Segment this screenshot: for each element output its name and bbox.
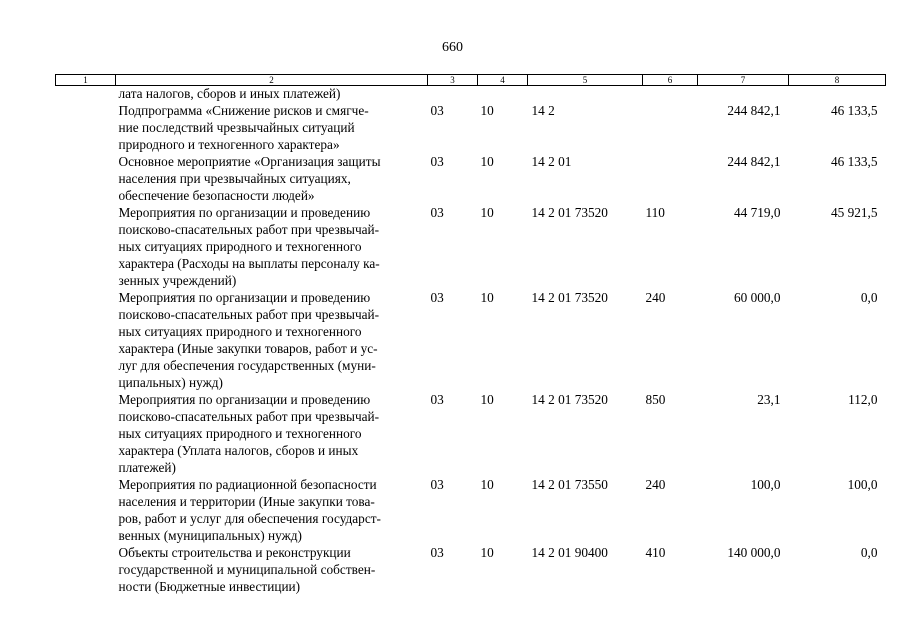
- table-row: [56, 86, 886, 103]
- page-number: 660: [442, 40, 463, 55]
- col-header-6: 6: [643, 75, 698, 86]
- cell-vr: [643, 86, 698, 103]
- col-header-1: 1: [56, 75, 116, 86]
- col-header-3: 3: [428, 75, 478, 86]
- cell-pr: [478, 86, 528, 103]
- cell-rz: 03: [430, 103, 444, 118]
- cell-rz: 03: [430, 545, 444, 560]
- table-row: [56, 476, 886, 544]
- cell-csr: 14 2 01 73520: [531, 205, 608, 220]
- cell-sum2: 100,0: [847, 477, 878, 492]
- cell-pr: 10: [480, 205, 494, 220]
- table-row: [56, 289, 886, 391]
- cell-name: Мероприятия по организации и проведению поисково-спасательных работ при чрезвычай- ных ситуациях природного и техногенного характера (Иные закупки товаров, работ и ус- луг для обеспечения государственных (муни- ципальных) нужд): [118, 290, 380, 390]
- cell-name: Мероприятия по организации и проведению поисково-спасательных работ при чрезвычай- ных ситуациях природного и техногенного характера (Расходы на выплаты персоналу ка- зенных учреждений): [118, 205, 380, 288]
- cell-sum1: [698, 86, 789, 103]
- cell-sum2: 112,0: [848, 392, 878, 407]
- cell-pr: 10: [480, 103, 494, 118]
- cell-vr: [643, 102, 698, 153]
- cell-pr: 10: [480, 290, 494, 305]
- table-row: [56, 204, 886, 289]
- col-header-8: 8: [789, 75, 886, 86]
- cell-vr: [643, 153, 698, 204]
- cell-csr: 14 2 01 73550: [531, 477, 608, 492]
- cell-empty: [56, 289, 116, 391]
- cell-name: Объекты строительства и реконструкции государственной и муниципальной собствен- ности (Бюджетные инвестиции): [118, 545, 376, 594]
- col-header-7: 7: [698, 75, 789, 86]
- cell-empty: [56, 204, 116, 289]
- table-row: [56, 153, 886, 204]
- cell-rz: 03: [430, 392, 444, 407]
- cell-name: лата налогов, сборов и иных платежей): [118, 86, 341, 101]
- cell-vr: 410: [645, 545, 666, 560]
- cell-vr: 240: [645, 290, 666, 305]
- cell-name: Подпрограмма «Снижение рисков и смягче- ние последствий чрезвычайных ситуаций природного и техногенного характера»: [118, 103, 369, 152]
- cell-sum1: 244 842,1: [727, 154, 781, 169]
- cell-empty: [56, 86, 116, 103]
- cell-name: Мероприятия по радиационной безопасности населения и территории (Иные закупки това- ров, работ и услуг для обеспечения государст- венных (муниципальных) нужд): [118, 477, 381, 543]
- table-row: [56, 102, 886, 153]
- cell-vr: 240: [645, 477, 666, 492]
- col-header-2: 2: [116, 75, 428, 86]
- col-header-4: 4: [478, 75, 528, 86]
- header-row: [56, 75, 886, 86]
- cell-sum2: 45 921,5: [830, 205, 878, 220]
- budget-table: [55, 74, 886, 595]
- cell-pr: 10: [480, 154, 494, 169]
- cell-sum1: 244 842,1: [727, 103, 781, 118]
- cell-name: Основное мероприятие «Организация защиты населения при чрезвычайных ситуациях, обеспечение безопасности людей»: [118, 154, 381, 203]
- cell-sum1: 44 719,0: [733, 205, 781, 220]
- cell-sum1: 100,0: [750, 477, 781, 492]
- cell-empty: [56, 102, 116, 153]
- cell-csr: 14 2 01 90400: [531, 545, 608, 560]
- cell-csr: 14 2 01 73520: [531, 290, 608, 305]
- cell-empty: [56, 153, 116, 204]
- cell-rz: 03: [430, 205, 444, 220]
- cell-pr: 10: [480, 477, 494, 492]
- cell-pr: 10: [480, 392, 494, 407]
- cell-csr: 14 2 01 73520: [531, 392, 608, 407]
- cell-empty: [56, 391, 116, 476]
- cell-name: Мероприятия по организации и проведению поисково-спасательных работ при чрезвычай- ных ситуациях природного и техногенного характера (Уплата налогов, сборов и иных платежей): [118, 392, 380, 475]
- table-row: [56, 391, 886, 476]
- cell-sum2: 0,0: [860, 545, 878, 560]
- cell-csr: 14 2: [531, 103, 555, 118]
- cell-sum1: 60 000,0: [733, 290, 781, 305]
- cell-rz: 03: [430, 154, 444, 169]
- cell-sum1: 23,1: [757, 392, 781, 407]
- cell-vr: 110: [645, 205, 665, 220]
- cell-csr: [528, 86, 643, 103]
- cell-vr: 850: [645, 392, 666, 407]
- cell-empty: [56, 476, 116, 544]
- cell-sum2: 0,0: [860, 290, 878, 305]
- cell-empty: [56, 544, 116, 595]
- cell-csr: 14 2 01: [531, 154, 572, 169]
- col-header-5: 5: [528, 75, 643, 86]
- cell-rz: 03: [430, 477, 444, 492]
- cell-pr: 10: [480, 545, 494, 560]
- cell-sum2: [789, 86, 886, 103]
- cell-rz: [428, 86, 478, 103]
- table-row: [56, 544, 886, 595]
- cell-sum2: 46 133,5: [830, 154, 878, 169]
- cell-sum2: 46 133,5: [830, 103, 878, 118]
- cell-sum1: 140 000,0: [727, 545, 781, 560]
- cell-rz: 03: [430, 290, 444, 305]
